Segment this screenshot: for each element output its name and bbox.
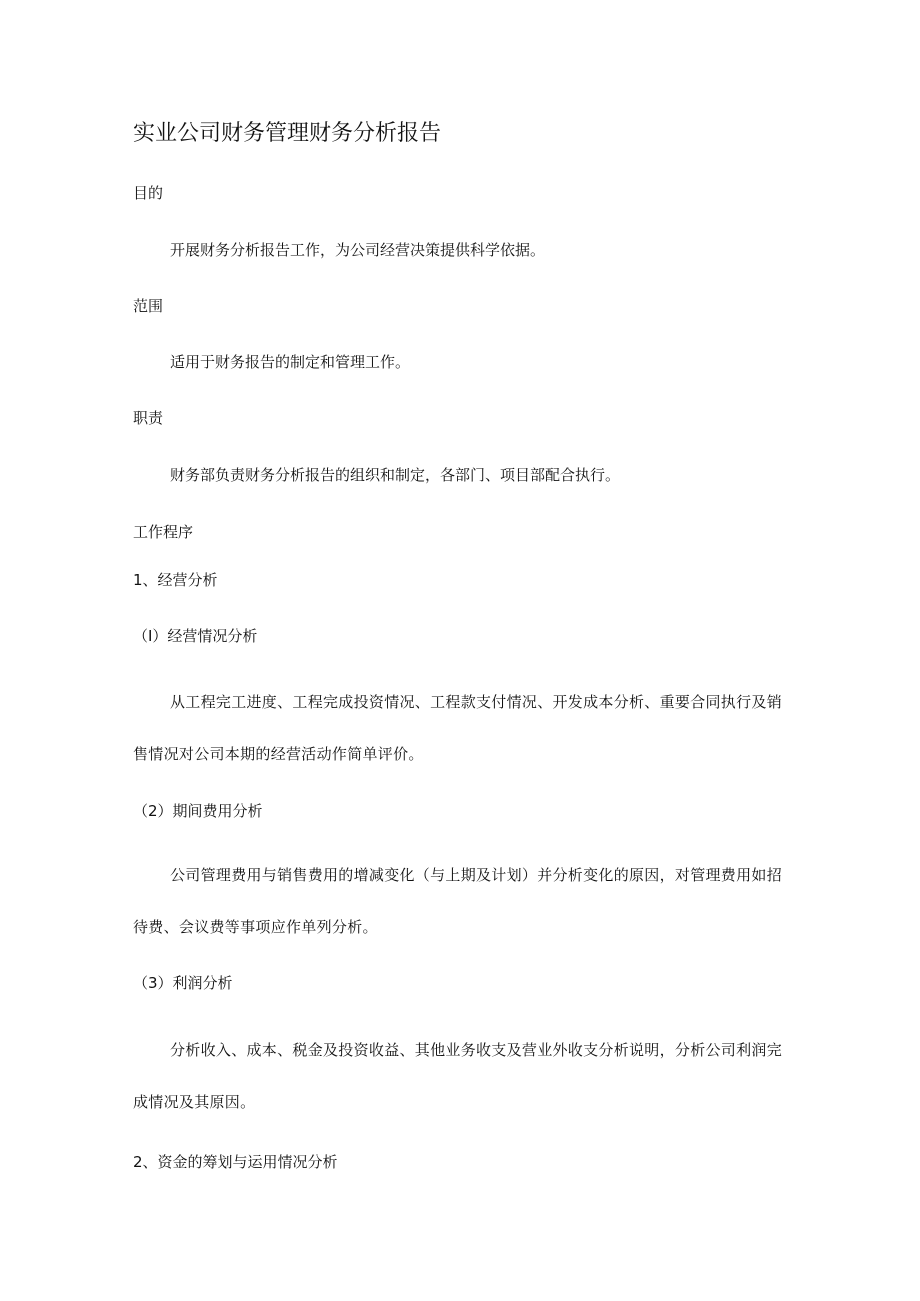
procedure-heading: 工作程序 — [133, 523, 194, 541]
expenses-paragraph: 公司管理费用与销售费用的增减变化（与上期及计划）并分析变化的原因，对管理费用如招待费、会议费等事项应作单列分析。 — [133, 866, 783, 936]
sub-heading-operations: （I）经营情况分析 — [133, 627, 258, 645]
profit-paragraph: 分析收入、成本、税金及投资收益、其他业务收支及营业外收支分析说明，分析公司利润完成情况及其原因。 — [133, 1041, 783, 1111]
procedure-item1-heading: 1、经营分析 — [133, 571, 218, 589]
procedure-item2-heading: 2、资金的筹划与运用情况分析 — [133, 1153, 338, 1171]
purpose-heading: 目的 — [133, 184, 164, 202]
sub-heading-profit: （3）利润分析 — [133, 974, 233, 992]
page-title: 实业公司财务管理财务分析报告 — [133, 121, 442, 146]
operations-paragraph: 从工程完工进度、工程完成投资情况、工程款支付情况、开发成本分析、重要合同执行及销售情况对公司本期的经营活动作简单评价。 — [133, 693, 783, 763]
duty-heading: 职责 — [133, 409, 164, 427]
scope-heading: 范围 — [133, 297, 164, 315]
sub-heading-expenses: （2）期间费用分析 — [133, 802, 263, 820]
scope-text: 适用于财务报告的制定和管理工作。 — [170, 353, 411, 371]
duty-text: 财务部负责财务分析报告的组织和制定，各部门、项目部配合执行。 — [170, 466, 621, 484]
purpose-text: 开展财务分析报告工作，为公司经营决策提供科学依据。 — [170, 241, 546, 259]
